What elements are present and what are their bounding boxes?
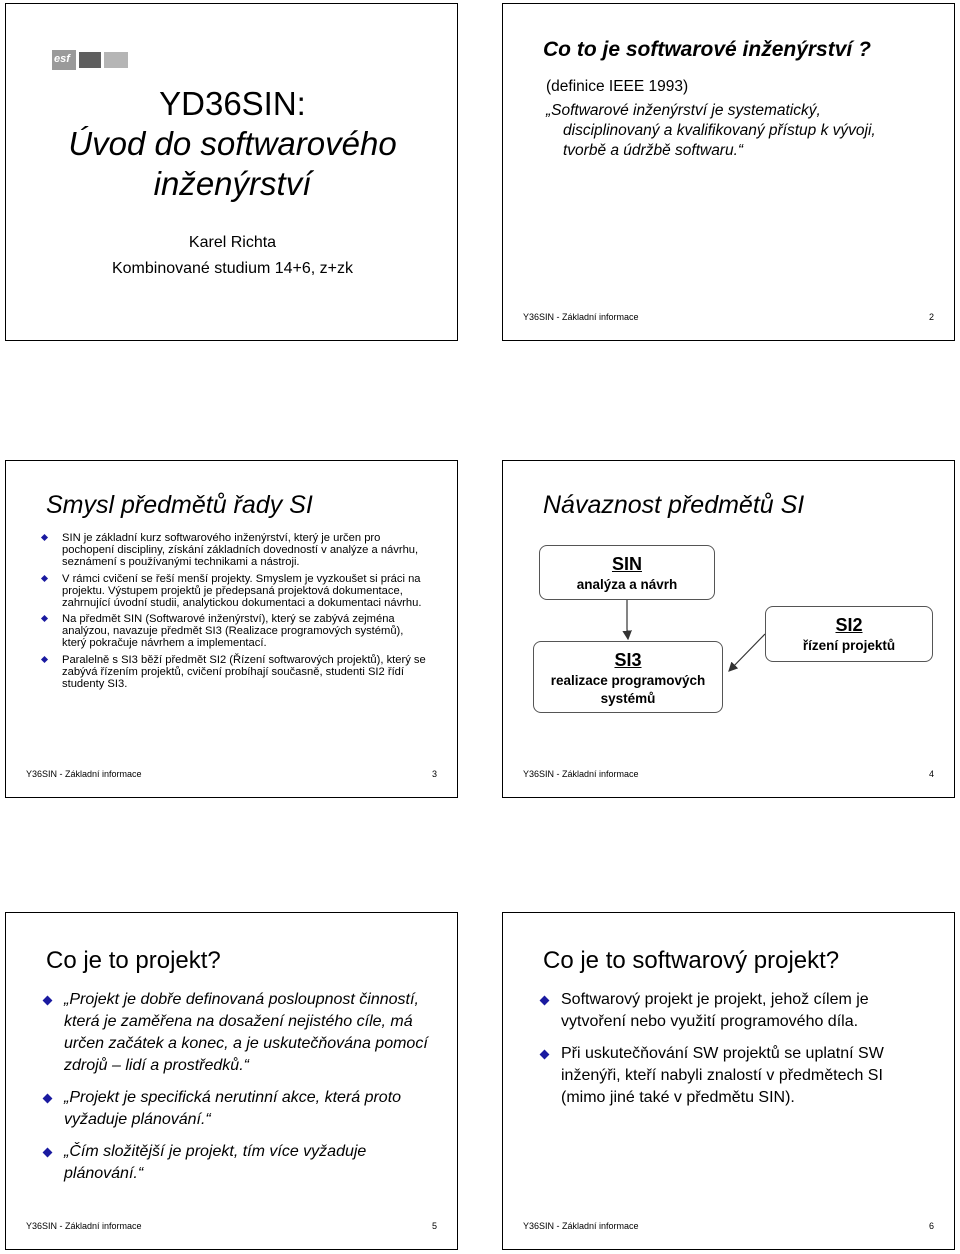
bullet-item: Na předmět SIN (Softwarové inženýrství), který se zabývá zejména analýzou, navazuje předmět SI3 (Realizace programových systémů), který pokračuje návrhem a implementací. [40,614,430,650]
esf-logo [52,50,132,72]
bullet-list [539,989,929,1119]
study-type: Kombinované studium 14+6, z+zk [111,260,354,277]
logo-text-block [104,52,128,68]
slide-heading: Co to je softwarové inženýrství ? [543,38,871,61]
bullet-item: „Čím složitější je projekt, tím více vyžaduje plánování.“ [42,1141,432,1185]
slide-heading: Co je to softwarový projekt? [543,947,840,974]
slide-heading: Smysl předmětů řady SI [46,491,313,519]
slide-footer [523,769,934,779]
box-code: SI2 [835,615,863,635]
slide-3 [5,460,458,798]
bullet-item: Paralelně s SI3 běží předmět SI2 (Řízení softwarových projektů), který se zabývá řízením projektů, cvičení probíhají současně, studenti SI2 řídí studenty SI3. [40,655,430,691]
author: Karel Richta [188,234,277,251]
page-number: 4 [928,769,934,779]
diagram-box-si3 [533,641,723,713]
slide-heading: Návaznost předmětů SI [543,491,805,519]
box-desc-line: realizace programových [550,673,706,688]
esf-logo-text: esf [54,53,70,65]
footer-text: Y36SIN - Základní informace [523,1221,639,1231]
quote-line-1: „Softwarové inženýrství je systematický, [546,102,821,119]
bullet-item: V rámci cvičení se řeší menší projekty. Smyslem je vyzkoušet si práci na projektu. Výstupem projektů je předepsaná projektová dokumentace, zahrnující úvodní studii, analytickou dokumentaci a dokumentaci návrhu. [40,574,430,610]
page-number: 6 [928,1221,934,1231]
slide-footer [523,1221,934,1231]
bullet-item: „Projekt je specifická nerutinní akce, která proto vyžaduje plánování.“ [42,1087,432,1131]
box-desc: řízení projektů [802,638,896,653]
slide-4 [502,460,955,798]
bullet-list [40,533,430,696]
footer-text: Y36SIN - Základní informace [523,769,639,779]
slide-footer [26,1221,437,1231]
slide-5 [5,912,458,1250]
bullet-item: „Projekt je dobře definovaná posloupnost činností, která je zaměřena na dosažení nejistého cíle, má určen začátek a konec, a je uskutečňována pomocí zdrojů – lidí a prostředků.“ [42,989,432,1077]
arrow-sin-to-si3 [627,599,628,639]
box-desc-line: systémů [600,691,656,706]
quote-line-2: disciplinovaný a kvalifikovaný přístup k vývoji, [563,122,876,139]
bullet-item: Při uskutečňování SW projektů se uplatní SW inženýři, kteří nabyli znalostí v předmětech SI (mimo jiné také v předmětu SIN). [539,1043,929,1109]
slide-footer [523,312,934,322]
box-code: SI3 [614,650,642,670]
title-line-2: Úvod do softwarového [68,125,397,162]
presentation-title [6,84,459,204]
definition-quote [546,101,876,161]
footer-text: Y36SIN - Základní informace [26,1221,142,1231]
page-number: 5 [431,1221,437,1231]
page-number: 3 [431,769,437,779]
eu-flag-icon [79,52,101,68]
bullet-item: SIN je základní kurz softwarového inženýrství, který je určen pro pochopení discipliny, získání základních dovedností v analýze a návrhu, seznámení s používanými technikami a nástroji. [40,533,430,569]
box-code: SIN [611,554,642,574]
bullet-list [42,989,432,1195]
title-line-3: inženýrství [153,165,312,202]
title-line-1: YD36SIN: [159,85,306,122]
footer-text: Y36SIN - Základní informace [26,769,142,779]
slide-1 [5,3,458,341]
diagram-box-si2 [765,606,933,662]
slide-footer [26,769,437,779]
footer-text: Y36SIN - Základní informace [523,312,639,322]
page-number: 2 [928,312,934,322]
slide-heading: Co je to projekt? [46,947,221,974]
arrow-si2-to-si3 [729,634,765,671]
box-desc: analýza a návrh [576,577,678,592]
diagram-box-sin [539,545,715,600]
quote-line-3: tvorbě a údržbě softwaru.“ [563,142,744,159]
definition-source: (definice IEEE 1993) [546,78,689,95]
slide-2 [502,3,955,341]
bullet-item: Softwarový projekt je projekt, jehož cílem je vytvoření nebo využití programového díla. [539,989,929,1033]
slide-6 [502,912,955,1250]
